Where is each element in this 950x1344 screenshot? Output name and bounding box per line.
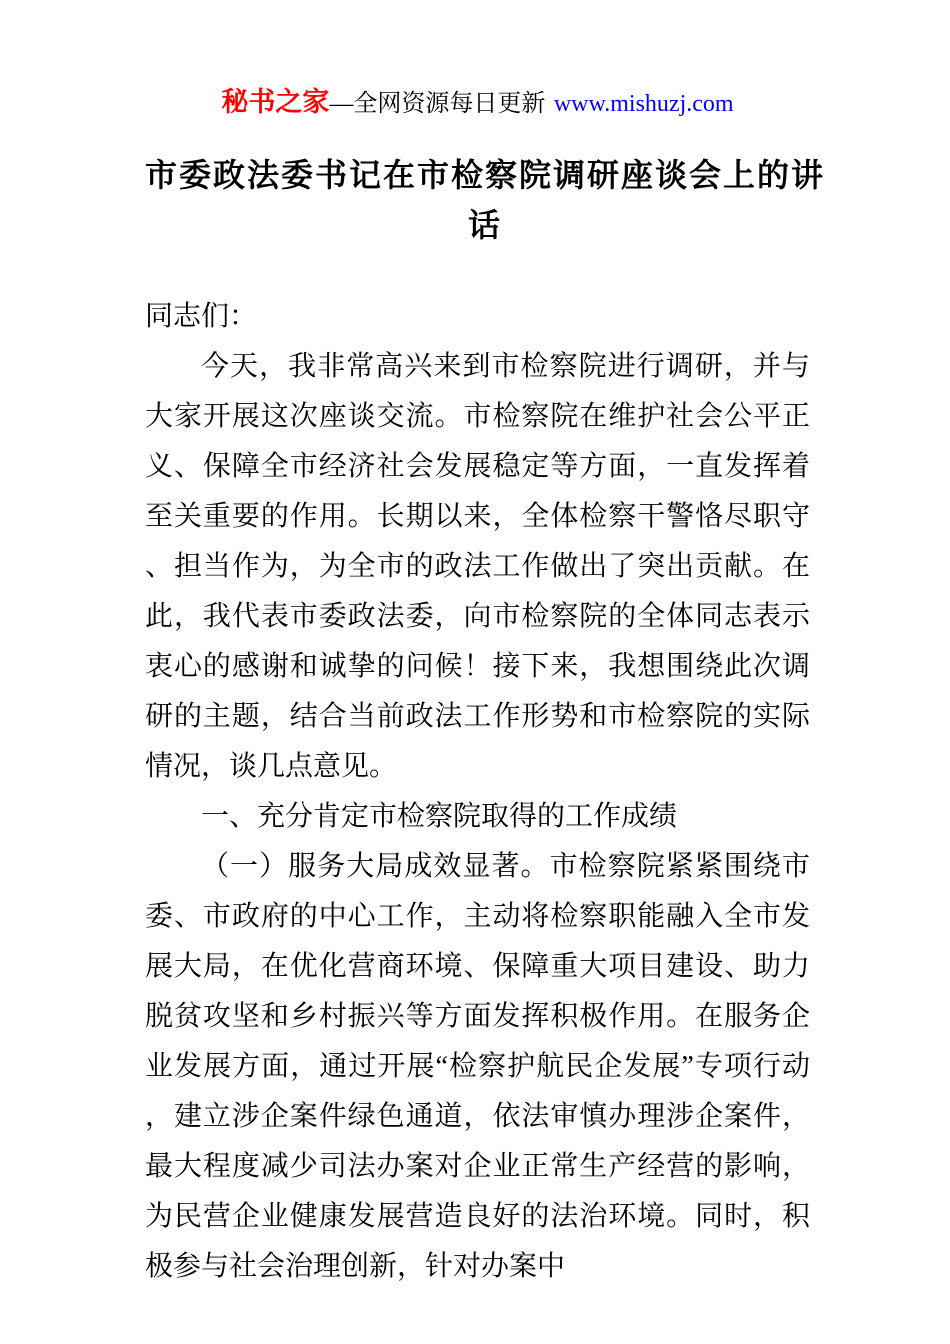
site-tagline: —全网资源每日更新 [329, 91, 546, 117]
intro-paragraph: 今天，我非常高兴来到市检察院进行调研，并与大家开展这次座谈交流。市检察院在维护社会公平正义、保障全市经济社会发展稳定等方面，一直发挥着至关重要的作用。长期以来，全体检察干警恪尽职守、担当作为，为全市的政法工作做出了突出贡献。在此，我代表市委政法委，向市检察院的全体同志表示衷心的感谢和诚挚的问候！接下来，我想围绕此次调研的主题，结合当前政法工作形势和市检察院的实际情况，谈几点意见。 [145, 351, 810, 782]
section-heading: 一、充分肯定市检察院取得的工作成绩 [201, 801, 678, 832]
subsection-paragraph: （一）服务大局成效显著。市检察院紧紧围绕市委、市政府的中心工作，主动将检察职能融入全市发展大局，在优化营商环境、保障重大项目建设、助力脱贫攻坚和乡村振兴等方面发挥积极作用。在服务企业发展方面，通过开展“检察护航民企发展”专项行动，建立涉企案件绿色通道，依法审慎办理涉企案件，最大程度减少司法办案对企业正常生产经营的影响，为民营企业健康发展营造良好的法治环境。同时，积极参与社会治理创新，针对办案中 [145, 851, 810, 1282]
site-url-link[interactable]: www.mishuzj.com [553, 91, 734, 117]
document-title: 市委政法委书记在市检察院调研座谈会上的讲话 [145, 157, 826, 243]
site-brand: 秘书之家 [221, 87, 330, 117]
document-body [145, 292, 810, 1292]
site-header [145, 86, 810, 120]
salutation: 同志们： [145, 301, 258, 332]
